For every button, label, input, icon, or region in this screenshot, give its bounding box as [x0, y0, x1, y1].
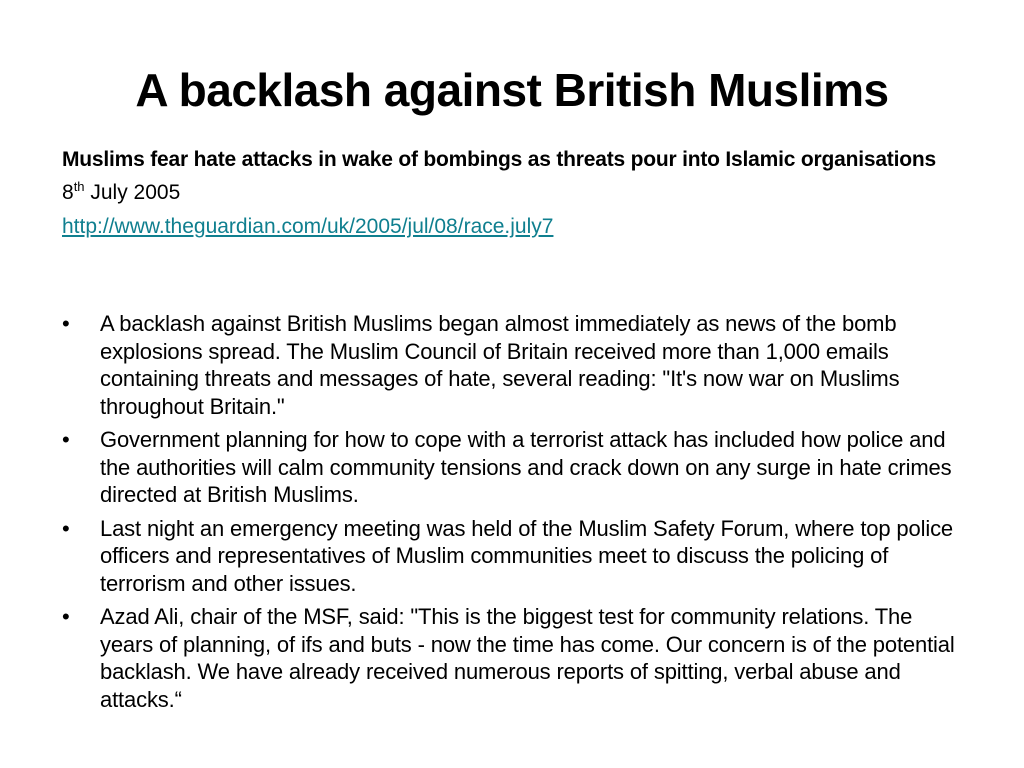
bullet-item [62, 426, 967, 509]
bullet-dot-icon: • [62, 311, 70, 336]
bullet-text: A backlash against British Muslims began almost immediately as news of the bomb explosions spread. The Muslim Council of Britain received more than 1,000 emails containing threats and messages of hate, several reading: "It's now war on Muslims throughout Britain." [100, 311, 900, 419]
bullet-item [62, 515, 967, 598]
bullet-dot-icon: • [62, 427, 70, 452]
article-meta [62, 146, 962, 241]
source-link[interactable]: http://www.theguardian.com/uk/2005/jul/08/race.july7 [62, 215, 554, 238]
bullet-text: Azad Ali, chair of the MSF, said: "This is the biggest test for community relations. The years of planning, of ifs and buts - now the time has come. Our concern is of the potential backlash. We have already received numerous reports of spitting, verbal abuse and attacks.“ [100, 604, 955, 712]
date-suffix: th [73, 179, 85, 194]
bullet-item [62, 310, 967, 420]
bullet-dot-icon: • [62, 604, 70, 629]
date-day: 8 [62, 181, 74, 204]
date-rest: July 2005 [84, 181, 181, 204]
bullet-list [62, 310, 967, 719]
bullet-text: Last night an emergency meeting was held of the Muslim Safety Forum, where top police officers and representatives of Muslim communities meet to discuss the policing of terrorism and other issues. [100, 515, 954, 596]
article-date [62, 179, 962, 207]
bullet-text: Government planning for how to cope with a terrorist attack has included how police and the authorities will calm community tensions and crack down on any surge in hate crimes directed at British Muslims. [100, 427, 952, 507]
article-headline: Muslims fear hate attacks in wake of bombings as threats pour into Islamic organisations [62, 148, 936, 171]
bullet-item [62, 603, 967, 713]
slide-title: A backlash against British Muslims [135, 64, 889, 116]
bullet-dot-icon: • [62, 515, 70, 541]
